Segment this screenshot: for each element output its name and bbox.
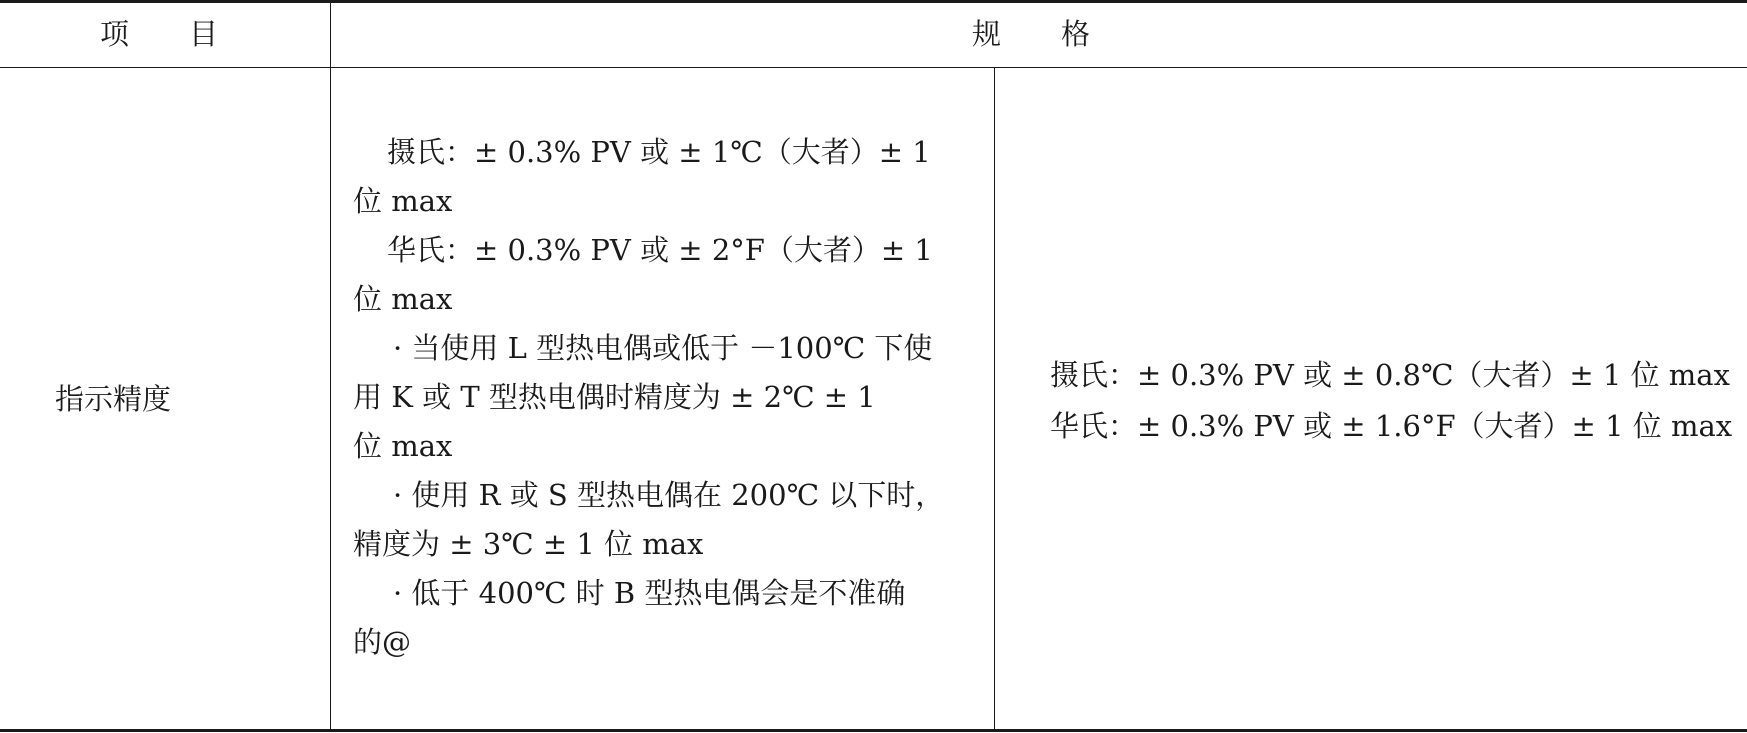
spec-left-line: 华氏：± 0.3% PV 或 ± 2°F（大者）± 1 — [387, 233, 933, 267]
spec-left-line: 的@ — [353, 625, 412, 659]
row-label: 指示精度 — [55, 382, 172, 416]
table-bottom-rule — [0, 729, 1747, 732]
table-top-rule — [0, 0, 1747, 3]
column-divider-1 — [330, 0, 331, 731]
spec-left-line: 位 max — [353, 282, 453, 316]
spec-left-line: · 当使用 L 型热电偶或低于 －100℃ 下使 — [393, 331, 933, 365]
spec-left-line: · 使用 R 或 S 型热电偶在 200℃ 以下时， — [393, 478, 945, 512]
column-divider-2 — [994, 67, 995, 731]
spec-left-line: 精度为 ± 3℃ ± 1 位 max — [353, 527, 704, 561]
spec-right-cell — [1050, 351, 1733, 453]
spec-left-cell — [353, 128, 973, 667]
spec-left-line: 位 max — [353, 184, 453, 218]
spec-right-line: 华氏：± 0.3% PV 或 ± 1.6°F（大者）± 1 位 max — [1050, 409, 1733, 443]
spec-right-line: 摄氏：± 0.3% PV 或 ± 0.8℃（大者）± 1 位 max — [1050, 358, 1730, 392]
spec-left-line: 摄氏：± 0.3% PV 或 ± 1℃（大者）± 1 — [387, 135, 931, 169]
spec-left-line: 用 K 或 T 型热电偶时精度为 ± 2℃ ± 1 — [353, 380, 876, 414]
header-item: 项目 — [100, 17, 279, 51]
spec-left-line: · 低于 400℃ 时 B 型热电偶会是不准确 — [393, 576, 906, 610]
header-spec: 规格 — [972, 17, 1151, 51]
spec-left-line: 位 max — [353, 429, 453, 463]
table-header-rule — [0, 67, 1747, 68]
